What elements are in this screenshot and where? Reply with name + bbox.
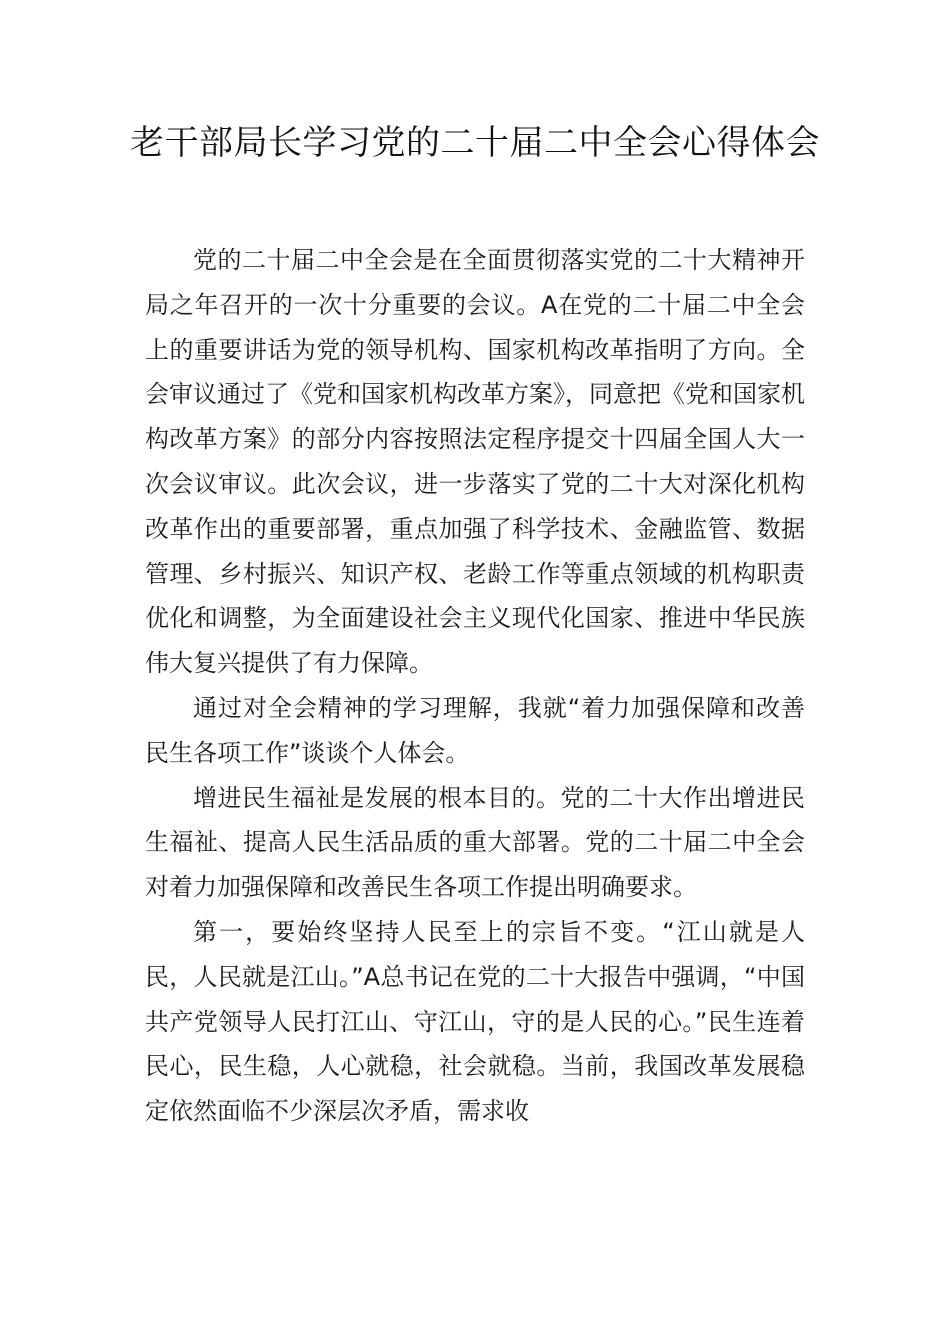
paragraph-intro: 党的二十届二中全会是在全面贯彻落实党的二十大精神开局之年召开的一次十分重要的会议。A在党的二十届二中全会上的重要讲话为党的领导机构、国家机构改革指明了方向。全会审议通过了《党和国家机构改革方案》，同意把《党和国家机构改革方案》的部分内容按照法定程序提交十四届全国人大一次会议审议。此次会议，进一步落实了党的二十大对深化机构改革作出的重要部署，重点加强了科学技术、金融监管、数据管理、乡村振兴、知识产权、老龄工作等重点领域的机构职责优化和调整，为全面建设社会主义现代化国家、推进中华民族伟大复兴提供了有力保障。 (145, 246, 805, 678)
document-body (145, 238, 805, 1134)
paragraph-livelihood: 增进民生福祉是发展的根本目的。党的二十大作出增进民生福祉、提高人民生活品质的重大部署。党的二十届二中全会对着力加强保障和改善民生各项工作提出明确要求。 (145, 783, 805, 902)
paragraph-topic: 通过对全会精神的学习理解，我就“着力加强保障和改善民生各项工作”谈谈个人体会。 (145, 693, 805, 767)
paragraph-first-point: 第一，要始终坚持人民至上的宗旨不变。“江山就是人民，人民就是江山。”A总书记在党的二十大报告中强调，“中国共产党领导人民打江山、守江山，守的是人民的心。”民生连着民心，民生稳，人心就稳，社会就稳。当前，我国改革发展稳定依然面临不少深层次矛盾，需求收 (145, 917, 805, 1126)
document-title: 老干部局长学习党的二十届二中全会心得体会 (130, 123, 820, 163)
